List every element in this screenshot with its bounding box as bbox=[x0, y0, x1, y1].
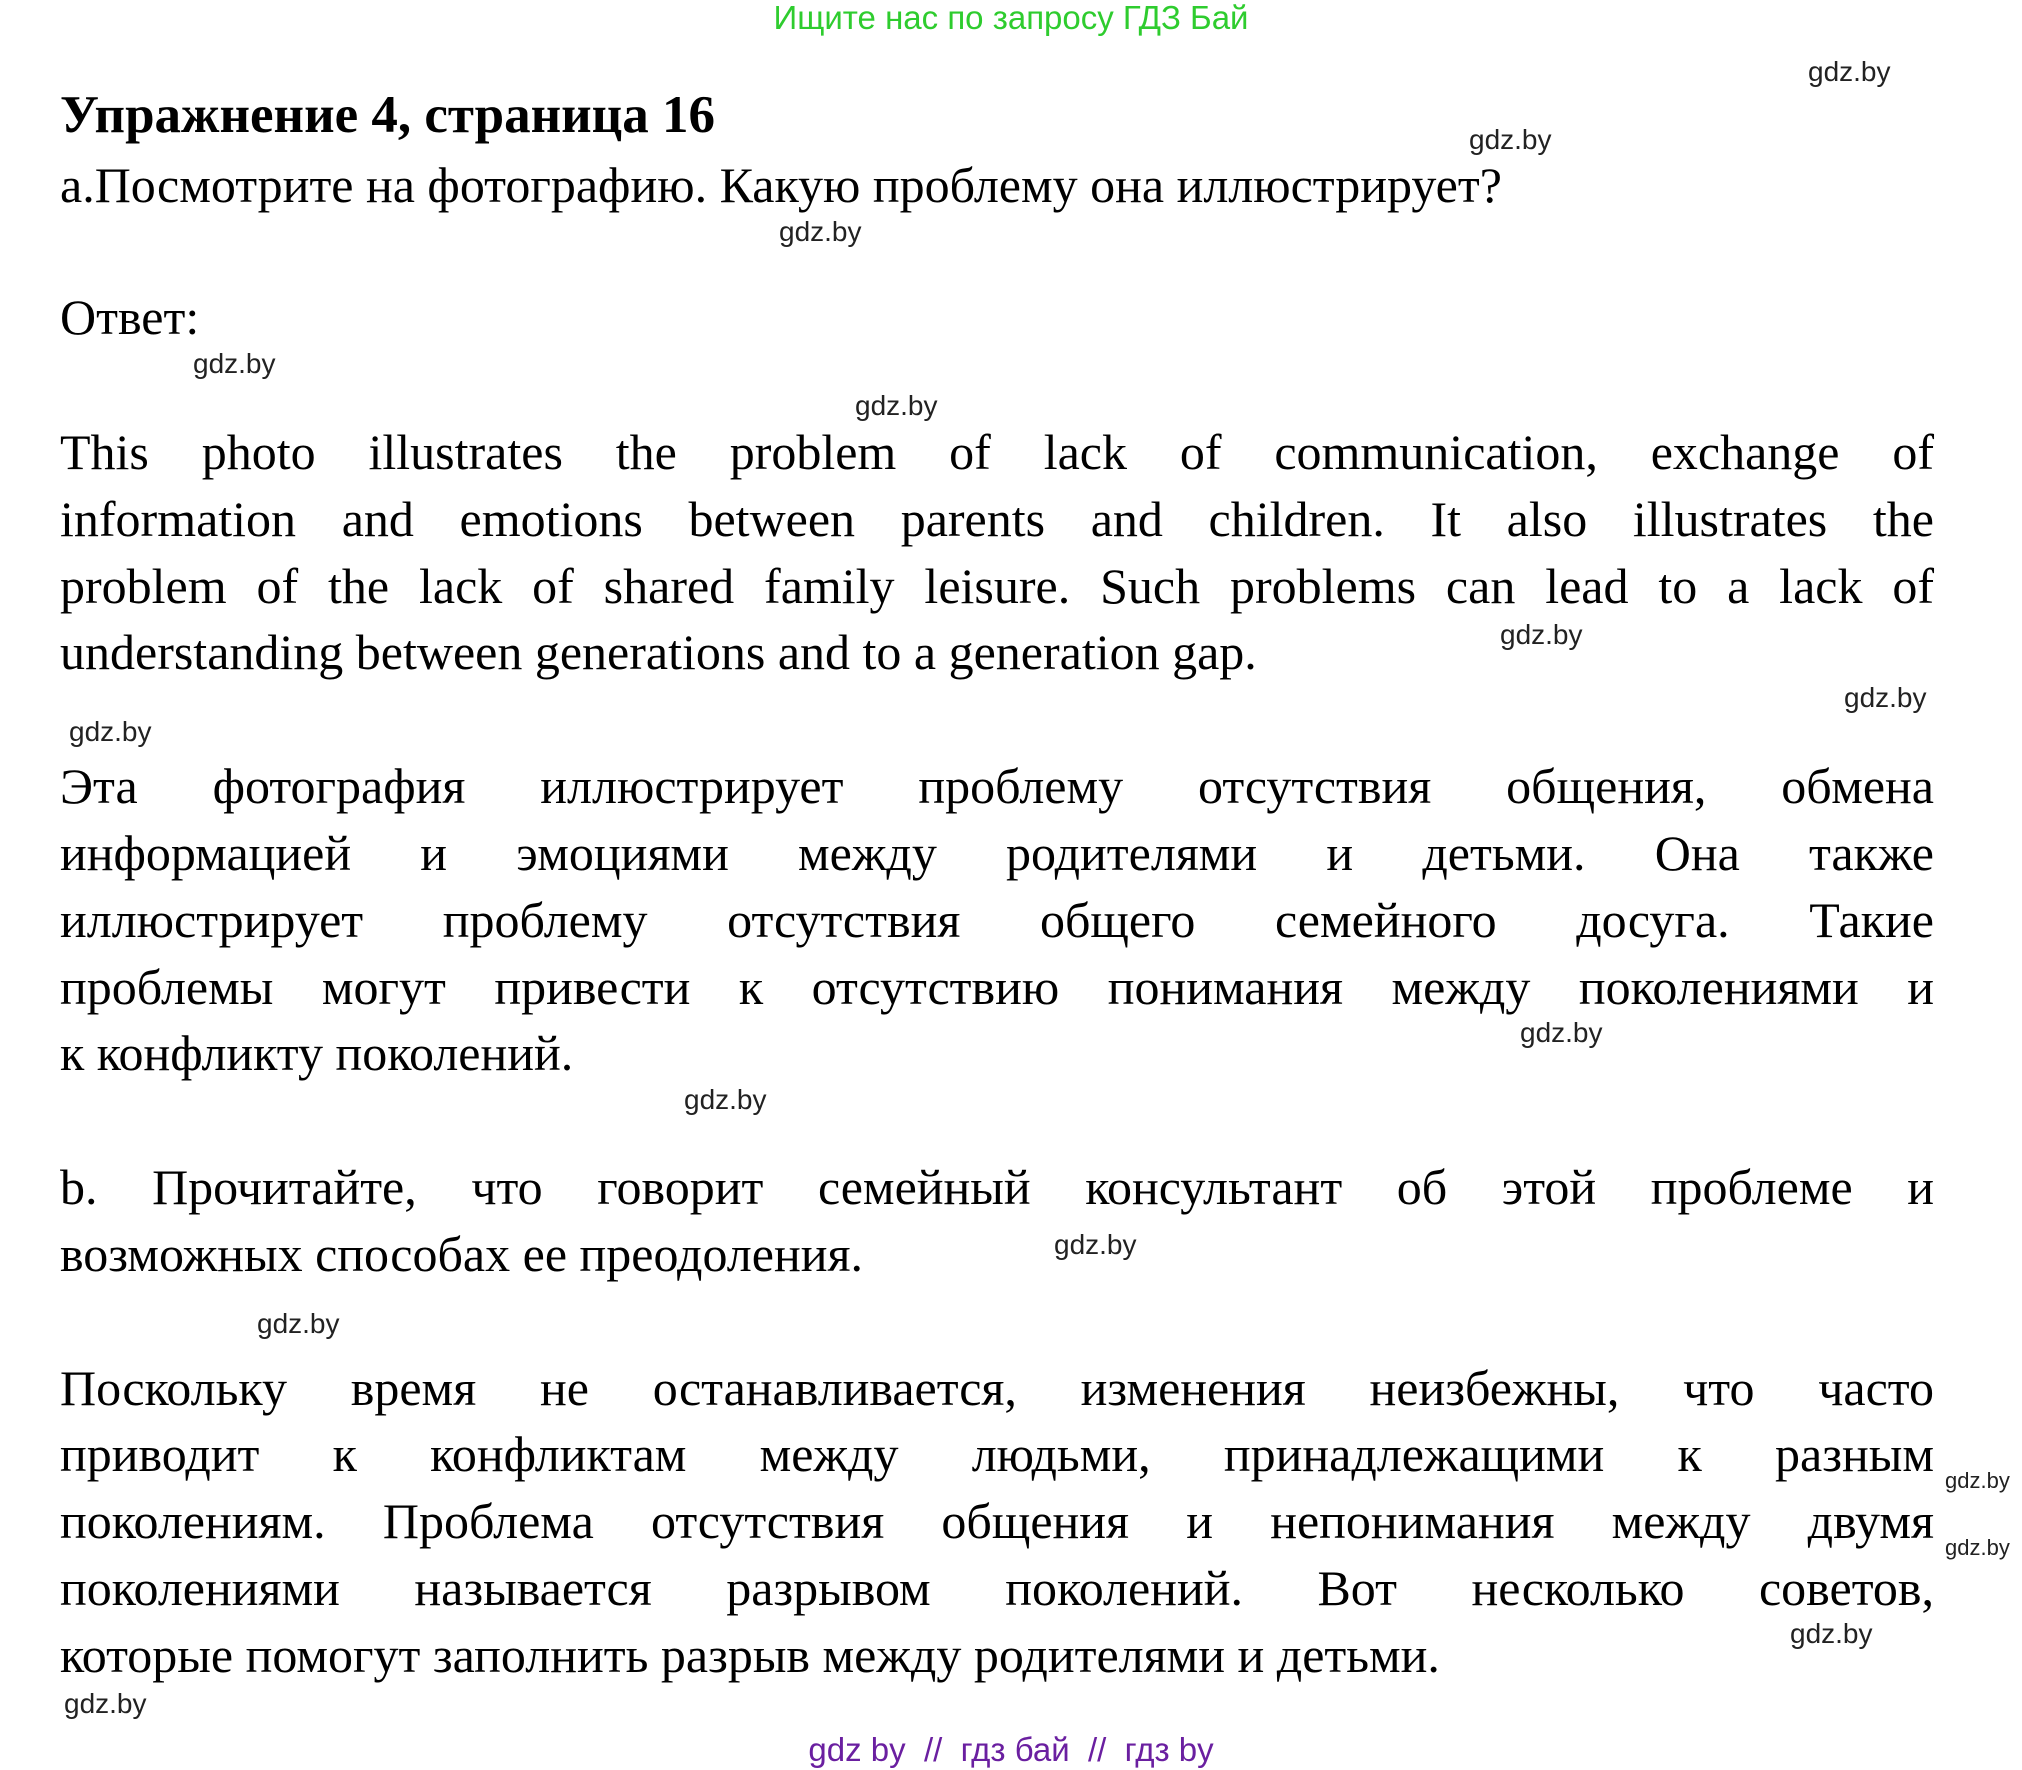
watermark: gdz.by bbox=[1054, 1229, 1137, 1260]
watermark: gdz.by bbox=[1844, 682, 1927, 713]
text-line: problem of the lack of shared family leisure. Such problems can lead to a lack of bbox=[60, 558, 1934, 614]
text-line: understanding between generations and to a generation gap. bbox=[60, 624, 1257, 680]
text-line: поколениями называется разрывом поколений. Вот несколько советов, bbox=[60, 1560, 1934, 1616]
watermark: gdz.by bbox=[193, 348, 276, 379]
watermark: gdz.by bbox=[1945, 1535, 2010, 1560]
watermark: gdz.by bbox=[855, 390, 938, 421]
watermark: gdz.by bbox=[64, 1688, 147, 1719]
watermark: gdz.by bbox=[779, 216, 862, 247]
text-line: This photo illustrates the problem of lack of communication, exchange of bbox=[60, 424, 1934, 480]
footer-links[interactable]: gdz by // гдз бай // гдз by bbox=[808, 1731, 1214, 1768]
watermark: gdz.by bbox=[257, 1308, 340, 1339]
text-line: которые помогут заполнить разрыв между родителями и детьми. bbox=[60, 1627, 1440, 1683]
answer-label: Ответ: bbox=[60, 289, 200, 345]
watermark: gdz.by bbox=[1790, 1618, 1873, 1649]
watermark: gdz.by bbox=[1808, 56, 1891, 87]
watermark: gdz.by bbox=[1520, 1017, 1603, 1048]
watermark: gdz.by bbox=[69, 716, 152, 747]
text-line: b. Прочитайте, что говорит семейный консультант об этой проблеме и bbox=[60, 1159, 1934, 1215]
text-line: возможных способах ее преодоления. bbox=[60, 1226, 863, 1282]
watermark: gdz.by bbox=[1469, 124, 1552, 155]
text-line: приводит к конфликтам между людьми, принадлежащими к разным bbox=[60, 1426, 1934, 1482]
text-line: Поскольку время не останавливается, изменения неизбежны, что часто bbox=[60, 1360, 1934, 1416]
text-line: поколениям. Проблема отсутствия общения и непонимания между двумя bbox=[60, 1493, 1934, 1549]
text-line: Эта фотография иллюстрирует проблему отсутствия общения, обмена bbox=[60, 758, 1934, 814]
text-line: информацией и эмоциями между родителями и детьми. Она также bbox=[60, 825, 1934, 881]
search-banner: Ищите нас по запросу ГДЗ Бай bbox=[773, 0, 1249, 36]
text-line: иллюстрирует проблему отсутствия общего семейного досуга. Такие bbox=[60, 892, 1934, 948]
text-line: information and emotions between parents and children. It also illustrates the bbox=[60, 491, 1934, 547]
question-a: а.Посмотрите на фотографию. Какую проблему она иллюстрирует? bbox=[60, 157, 1502, 213]
page-title: Упражнение 4, страница 16 bbox=[60, 86, 715, 144]
text-line: проблемы могут привести к отсутствию понимания между поколениями и bbox=[60, 959, 1934, 1015]
watermark: gdz.by bbox=[1500, 619, 1583, 650]
watermark: gdz.by bbox=[1945, 1468, 2010, 1493]
watermark: gdz.by bbox=[684, 1084, 767, 1115]
text-line: к конфликту поколений. bbox=[60, 1025, 574, 1081]
